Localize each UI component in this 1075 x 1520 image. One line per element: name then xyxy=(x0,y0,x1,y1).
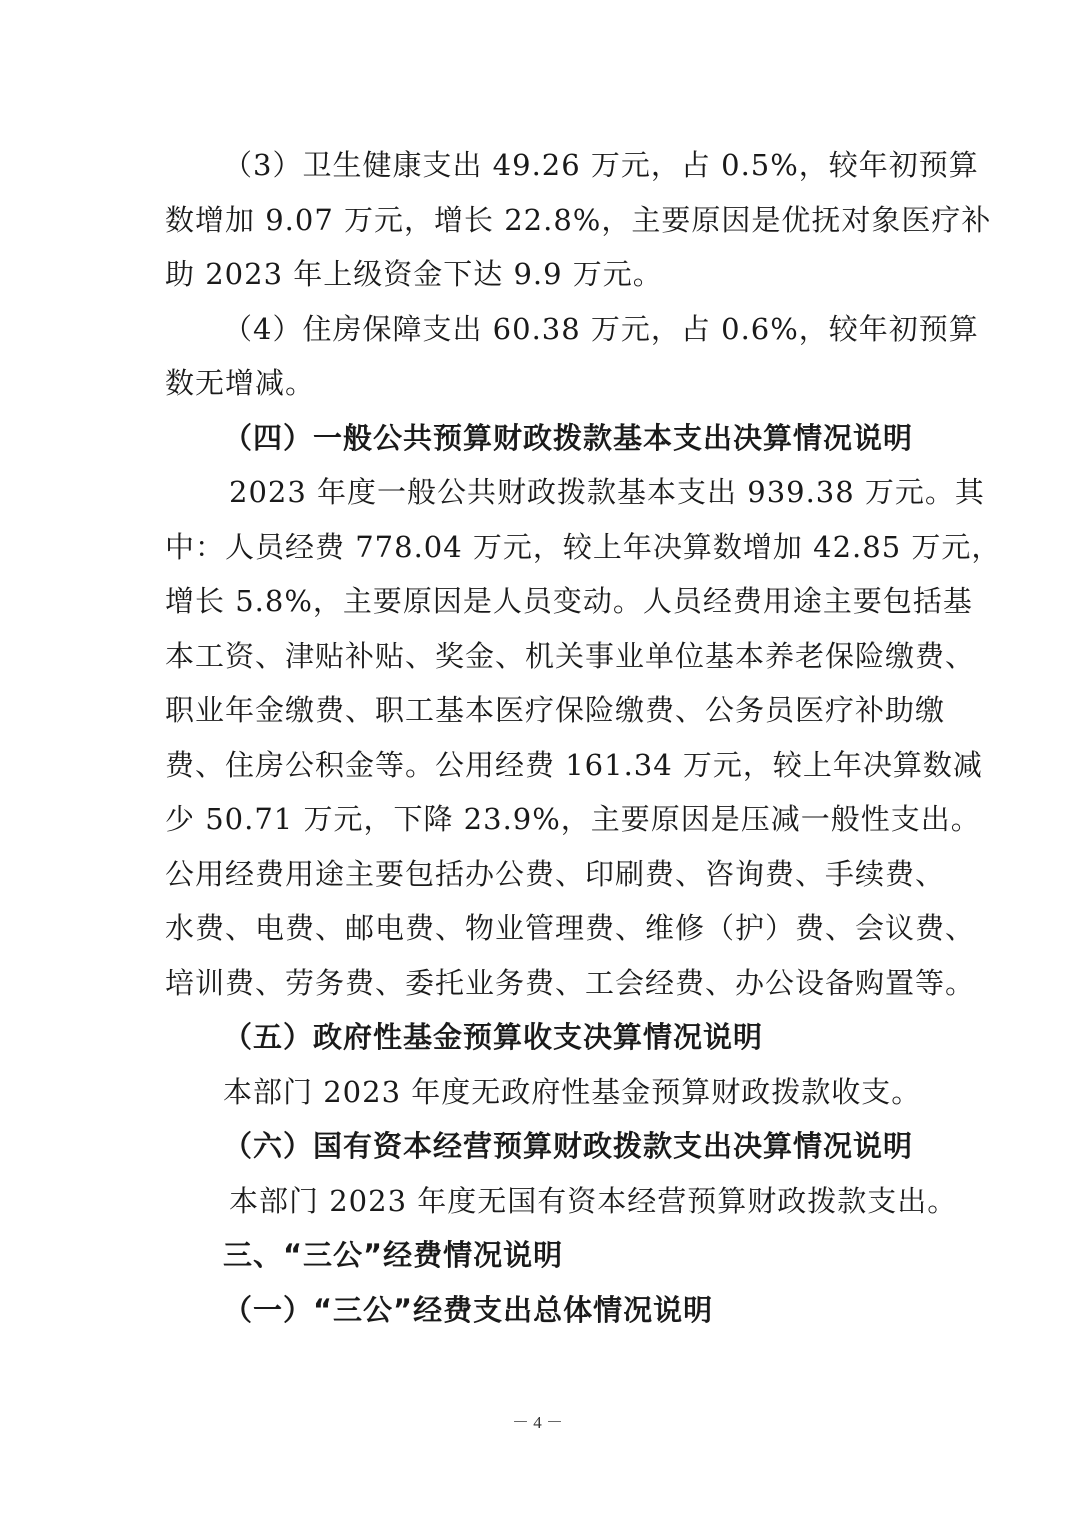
text-line: 中：人员经费 778.04 万元，较上年决算数增加 42.85 万元， xyxy=(165,530,1002,564)
text-line: 增长 5.8%，主要原因是人员变动。人员经费用途主要包括基 xyxy=(165,584,973,618)
text-line: （3）卫生健康支出 49.26 万元，占 0.5%，较年初预算 xyxy=(223,148,979,182)
text-line: 费、住房公积金等。公用经费 161.34 万元，较上年决算数减 xyxy=(165,748,983,782)
text-line: 助 2023 年上级资金下达 9.9 万元。 xyxy=(165,257,663,291)
text-line: 本部门 2023 年度无政府性基金预算财政拨款收支。 xyxy=(223,1075,922,1109)
text-line: （4）住房保障支出 60.38 万元，占 0.6%，较年初预算 xyxy=(223,312,979,346)
text-line: 本部门 2023 年度无国有资本经营预算财政拨款支出。 xyxy=(229,1184,958,1218)
section-heading: （四）一般公共预算财政拨款基本支出决算情况说明 xyxy=(223,421,914,455)
text-line: 水费、电费、邮电费、物业管理费、维修（护）费、会议费、 xyxy=(165,911,976,945)
text-line: 本工资、津贴补贴、奖金、机关事业单位基本养老保险缴费、 xyxy=(165,639,976,673)
text-line: 2023 年度一般公共财政拨款基本支出 939.38 万元。其 xyxy=(229,475,985,509)
text-line: 数增加 9.07 万元，增长 22.8%，主要原因是优抚对象医疗补 xyxy=(165,203,992,237)
text-line: 公用经费用途主要包括办公费、印刷费、咨询费、手续费、 xyxy=(165,857,946,891)
text-line: 数无增减。 xyxy=(165,366,316,400)
section-heading: （五）政府性基金预算收支决算情况说明 xyxy=(223,1020,764,1054)
section-heading: （一）“三公”经费支出总体情况说明 xyxy=(223,1293,714,1327)
text-line: 培训费、劳务费、委托业务费、工会经费、办公设备购置等。 xyxy=(165,966,976,1000)
page-number: － 4 － xyxy=(512,1413,563,1432)
section-heading: （六）国有资本经营预算财政拨款支出决算情况说明 xyxy=(223,1129,914,1163)
text-line: 职业年金缴费、职工基本医疗保险缴费、公务员医疗补助缴 xyxy=(165,693,946,727)
chapter-heading: 三、“三公”经费情况说明 xyxy=(223,1238,564,1272)
text-line: 少 50.71 万元，下降 23.9%，主要原因是压减一般性支出。 xyxy=(165,802,981,836)
